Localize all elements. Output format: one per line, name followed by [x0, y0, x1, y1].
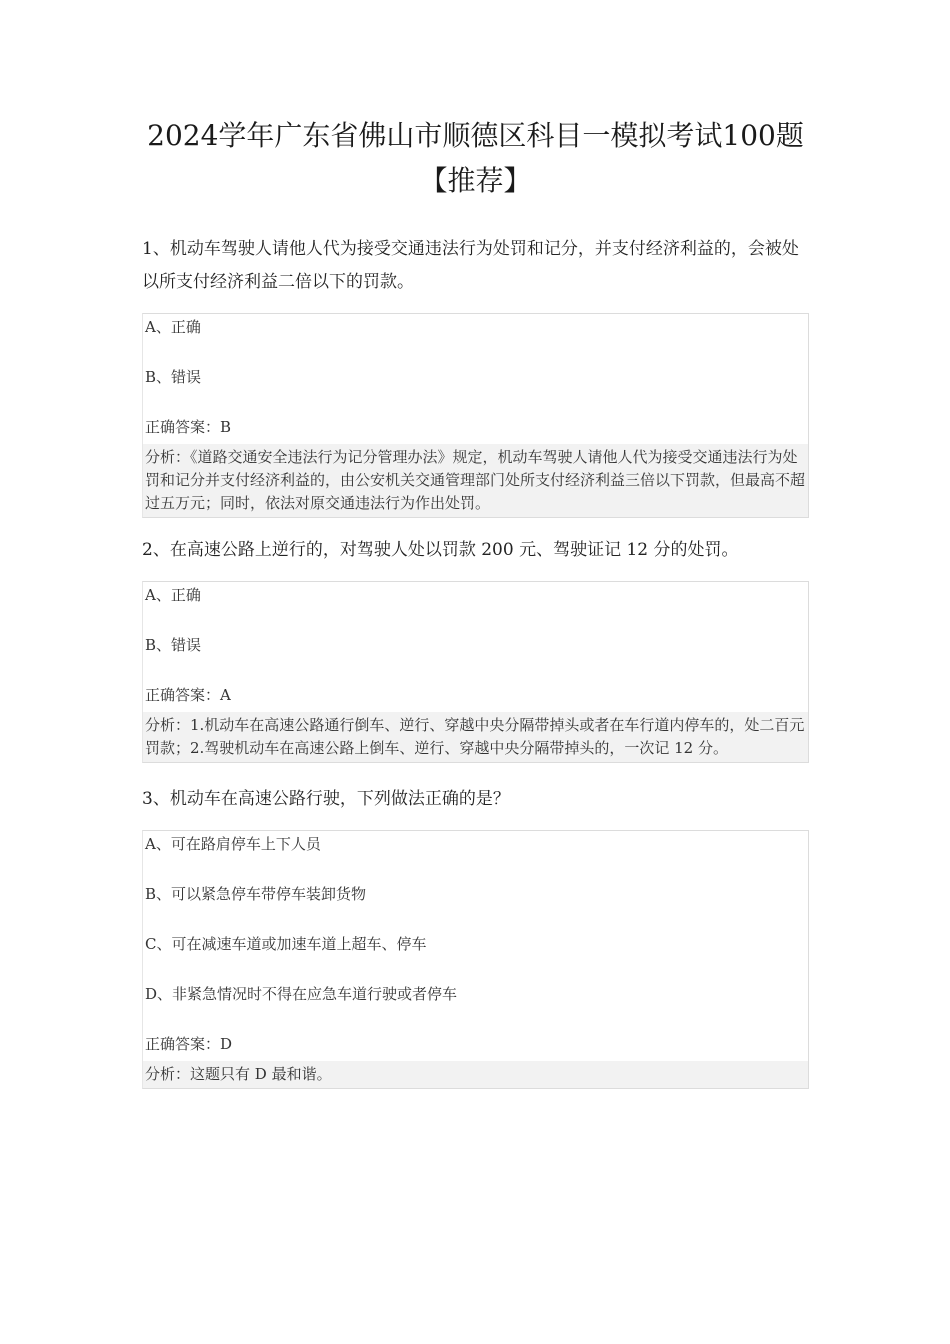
- question-2-text: 2、在高速公路上逆行的，对驾驶人处以罚款 200 元、驾驶证记 12 分的处罚。: [142, 540, 739, 560]
- question-3-options-block: [142, 830, 809, 1089]
- question-1-analysis: 分析：《道路交通安全违法行为记分管理办法》规定，机动车驾驶人请他人代为接受交通违法行为处罚和记分并支付经济利益的，由公安机关交通管理部门处所支付经济利益三倍以下罚款，但最高不超过五万元；同时，依法对原交通违法行为作出处罚。: [143, 444, 808, 517]
- question-1-option-b: B、错误: [145, 368, 202, 386]
- question-3-option-b: B、可以紧急停车带停车装卸货物: [145, 885, 367, 903]
- question-3-analysis: 分析：这题只有 D 最和谐。: [143, 1061, 808, 1088]
- question-1-answer: 正确答案：B: [145, 418, 232, 436]
- question-2-analysis: 分析：1.机动车在高速公路通行倒车、逆行、穿越中央分隔带掉头或者在车行道内停车的，处二百元罚款；2.驾驶机动车在高速公路上倒车、逆行、穿越中央分隔带掉头的，一次记 12 分。: [143, 712, 808, 762]
- question-2-answer: 正确答案：A: [145, 686, 231, 704]
- question-2-option-b: B、错误: [145, 636, 202, 654]
- title-line-2: 【推荐】: [419, 164, 532, 197]
- question-3-option-c: C、可在减速车道或加速车道上超车、停车: [145, 935, 427, 953]
- document-page: [142, 0, 809, 1089]
- question-1-text: 1、机动车驾驶人请他人代为接受交通违法行为处罚和记分，并支付经济利益的，会被处以所支付经济利益二倍以下的罚款。: [142, 239, 799, 292]
- question-3-answer: 正确答案：D: [145, 1035, 233, 1053]
- question-2-option-a: A、正确: [145, 586, 201, 604]
- question-2-options-block: [142, 581, 809, 763]
- question-3-text: 3、机动车在高速公路行驶，下列做法正确的是？: [142, 789, 510, 809]
- title-line-1: 2024学年广东省佛山市顺德区科目一模拟考试100题: [147, 119, 804, 152]
- question-3-option-d: D、非紧急情况时不得在应急车道行驶或者停车: [145, 985, 458, 1003]
- question-1-options-block: [142, 313, 809, 518]
- question-1-option-a: A、正确: [145, 318, 201, 336]
- document-title: [142, 0, 809, 203]
- question-3-option-a: A、可在路肩停车上下人员: [145, 835, 321, 853]
